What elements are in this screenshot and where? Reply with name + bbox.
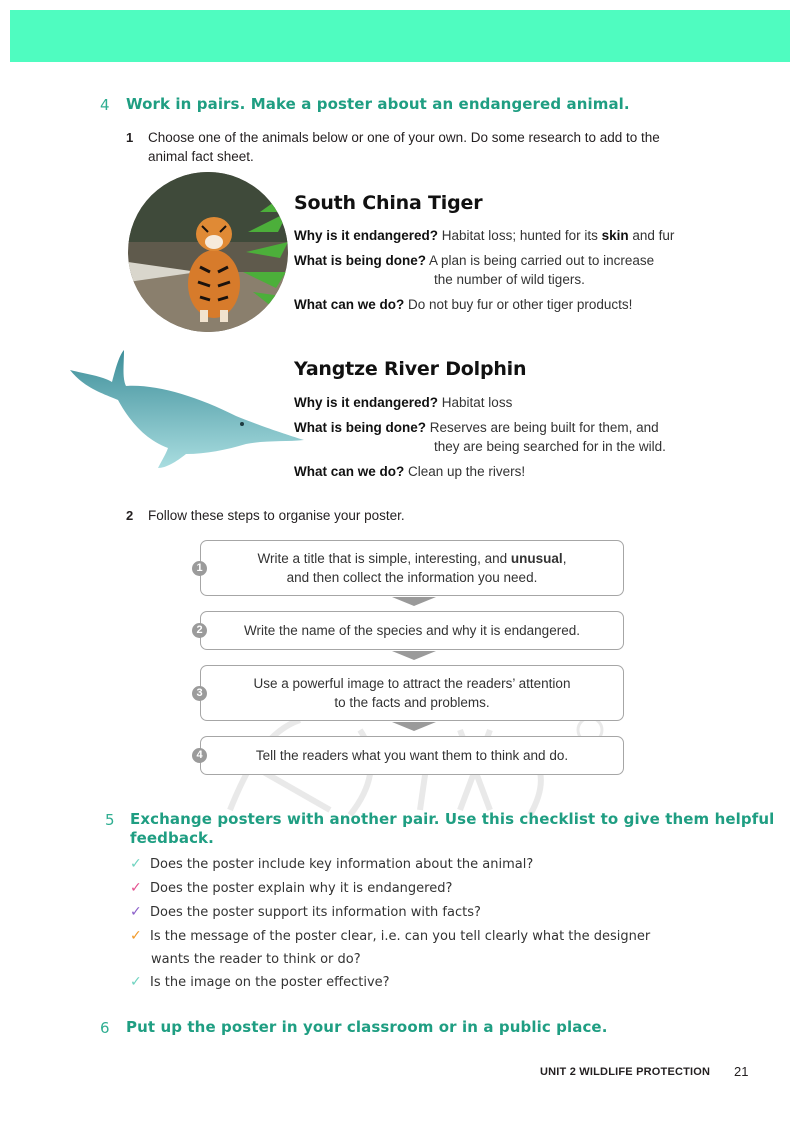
tiger-why [294,226,674,245]
fact-label: What can we do? [294,464,405,479]
check-icon: ✓ [130,928,142,944]
check-icon: ✓ [130,856,142,872]
section-heading [130,810,774,848]
fact-text: the number of wild tigers. [434,272,585,287]
fact-text: A plan is being carried out to increase [426,253,655,268]
tiger-photo [128,172,288,332]
fact-label: What can we do? [294,297,405,312]
check-icon: ✓ [130,974,142,990]
checklist-text: wants the reader to think or do? [151,952,361,967]
step-instruction-line: animal fact sheet. [148,149,254,164]
down-arrow-icon [392,597,436,606]
fact-text: they are being searched for in the wild. [434,439,666,454]
dolphin-why [294,393,512,412]
checklist-item [130,901,481,924]
step-instruction-line: Choose one of the animals below or one of your own. Do some research to add to the [148,130,660,145]
flow-step-text: Write the name of the species and why it is endangered. [244,623,580,638]
check-icon: ✓ [130,904,142,920]
tiger-can [294,295,632,314]
checklist-text: Is the message of the poster clear, i.e. can you tell clearly what the designer [150,929,651,944]
section-heading: Put up the poster in your classroom or in a public place. [126,1018,608,1036]
flow-step [200,611,624,650]
step-badge: 3 [192,686,207,701]
flow-step-text: Tell the readers what you want them to think and do. [255,748,569,763]
flow-step-text: , [562,551,567,566]
section-number: 4 [100,96,110,114]
step-badge: 1 [192,561,207,576]
tiger-done [294,251,654,289]
fact-text: Habitat loss; hunted for its [438,228,602,243]
check-icon: ✓ [130,880,142,896]
flow-step-text: Write a title that is simple, interesting, and [257,551,511,566]
dolphin-title: Yangtze River Dolphin [294,358,527,380]
dolphin-done [294,418,666,456]
step-number: 1 [126,130,134,145]
fact-text: Reserves are being built for them, and [426,420,659,435]
step-number: 2 [126,508,134,523]
down-arrow-icon [392,651,436,660]
dolphin-can [294,462,525,481]
dolphin-illustration [66,344,306,474]
checklist-text: Does the poster include key information about the animal? [150,857,534,872]
fact-text: and fur [628,228,675,243]
down-arrow-icon [392,722,436,731]
flow-step [200,736,624,775]
checklist-item [130,877,452,900]
checklist-text: Does the poster support its information with facts? [150,905,481,920]
fact-text: Do not buy fur or other tiger products! [404,297,633,312]
fact-emphasis: skin [601,228,629,243]
step-badge: 2 [192,623,207,638]
flow-step-text: and then collect the information you need. [286,570,538,585]
section-number: 5 [105,811,115,829]
flow-step-text: to the facts and problems. [334,695,490,710]
flow-step [200,540,624,596]
fact-label: Why is it endangered? [294,395,439,410]
section-number: 6 [100,1019,110,1037]
checklist-item [130,853,533,876]
step-instruction [148,128,660,166]
fact-text: Clean up the rivers! [404,464,526,479]
flow-step-emphasis: unusual [510,551,563,566]
step-badge: 4 [192,748,207,763]
fact-text: Habitat loss [438,395,513,410]
section-heading: Work in pairs. Make a poster about an endangered animal. [126,95,630,113]
tiger-title: South China Tiger [294,192,483,214]
page-number: 21 [734,1064,749,1079]
section-heading-line: Exchange posters with another pair. Use this checklist to give them helpful [130,810,775,828]
checklist-text: Is the image on the poster effective? [150,975,390,990]
fact-label: What is being done? [294,253,426,268]
step-instruction: Follow these steps to organise your poster. [148,508,405,523]
header-banner [10,10,790,62]
checklist-text: Does the poster explain why it is endangered? [150,881,453,896]
flow-step-text: Use a powerful image to attract the readers’ attention [253,676,571,691]
fact-label: Why is it endangered? [294,228,439,243]
checklist-item [130,925,650,971]
section-heading-line: feedback. [130,829,214,847]
checklist-item [130,971,390,994]
footer-unit-title: UNIT 2 WILDLIFE PROTECTION [540,1066,711,1078]
fact-label: What is being done? [294,420,426,435]
flow-step [200,665,624,721]
